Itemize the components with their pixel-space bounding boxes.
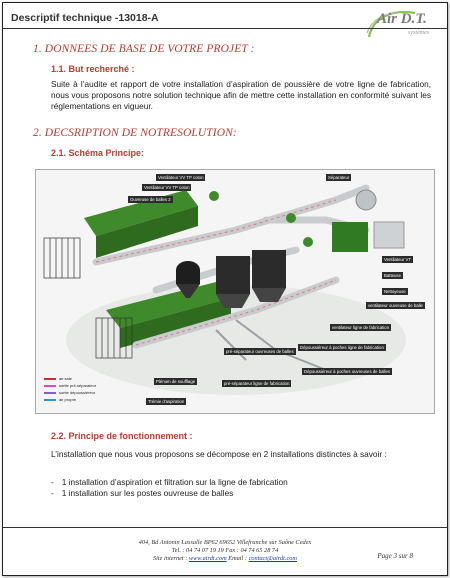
logo-text: Air D.T. xyxy=(377,11,427,27)
website-link[interactable]: www.airdt.com xyxy=(188,555,227,562)
header-divider xyxy=(3,28,447,29)
legend-item xyxy=(44,389,96,396)
diagram-callout: Ventilateur VV TP coton xyxy=(144,185,190,190)
diagram-callout: Trémie d'aspiration xyxy=(148,399,185,404)
diagram-callout: Séparateur xyxy=(328,175,350,180)
section-1-1-heading: 1.1. But recherché : xyxy=(51,64,135,74)
legend-swatch xyxy=(44,385,56,387)
diagram-callout: ventilateur ligne de fabrication xyxy=(332,325,390,330)
diagram-callout: Dépoussiéreur à poches ligne de fabrication xyxy=(300,345,384,350)
legend-label: air propre xyxy=(59,397,77,402)
diagram-callout: Dépoussiéreur à poches ouvreuses de balles xyxy=(304,369,390,374)
document-title: Descriptif technique -13018-A xyxy=(11,12,159,24)
legend-label: sortie dépoussiéreur xyxy=(59,390,96,395)
footer-address-line: 404, Bd Antonin Lassalle BP62 69652 Villefranche sur Saône Cedex xyxy=(138,539,312,546)
legend-swatch xyxy=(44,378,56,380)
legend-item xyxy=(44,375,96,382)
diagram-callout: Plénum de soufflage xyxy=(156,379,196,384)
list-item: - 1 installation d’aspiration et filtration sur la ligne de fabrication xyxy=(51,477,288,487)
diagram-callout: pré-séparateur ligne de fabrication xyxy=(224,381,290,386)
footer-divider xyxy=(3,527,447,528)
legend-item xyxy=(44,396,96,403)
schematic-diagram xyxy=(35,169,435,414)
legend-label: sortie pré-séparateur xyxy=(59,383,97,388)
email-link[interactable]: contact@airdt.com xyxy=(248,555,297,562)
company-logo xyxy=(363,7,435,45)
diagram-legend xyxy=(44,375,96,403)
footer-email-label: Email : xyxy=(226,555,249,562)
legend-swatch xyxy=(44,392,56,394)
installation-list xyxy=(51,477,288,499)
footer-phone-line: Tel. : 04 74 07 19 19 Fax : 04 74 65 28 74 xyxy=(171,547,279,554)
section-1-1-paragraph: Suite à l’audite et rapport de votre installation d’aspiration de poussière de votre ligne de fabrication, nous vous proposons notre solution technique afin de mettre cette installation en conformité suivant les réglementations en vigueur. xyxy=(51,79,431,111)
diagram-callout: Ouvreuse de balles 2 xyxy=(130,197,171,202)
diagram-callout: Ventilateur VT xyxy=(384,257,411,262)
footer-web-label: Site internet : xyxy=(153,555,189,562)
logo-subtext: systèmes xyxy=(408,30,429,36)
section-1-heading: 1. DONNEES DE BASE DE VOTRE PROJET : xyxy=(33,43,255,55)
section-2-heading: 2. DECSRIPTION DE NOTRESOLUTION: xyxy=(33,127,237,139)
document-page xyxy=(2,2,448,576)
section-2-2-paragraph: L’installation que nous vous proposons se décompose en 2 installations distinctes à savoir : xyxy=(51,449,387,459)
legend-item xyxy=(44,382,96,389)
diagram-callout: Nettoyeuse xyxy=(384,289,406,294)
diagram-callout: Ventilateur VV TP coton xyxy=(158,175,204,180)
diagram-callout: pré-séparateur ouvreuses de balles xyxy=(226,349,294,354)
section-2-1-heading: 2.1. Schéma Principe: xyxy=(51,148,145,158)
page-number: Page 3 sur 8 xyxy=(377,552,413,560)
list-item: - 1 installation sur les postes ouvreuse de balles xyxy=(51,488,234,498)
legend-label: air sale xyxy=(59,376,72,381)
diagram-callout: ventilateur ouvreuse de balle xyxy=(368,303,423,308)
section-2-2-heading: 2.2. Principe de fonctionnement : xyxy=(51,431,193,441)
diagram-callout: Batteuse xyxy=(384,273,401,278)
legend-swatch xyxy=(44,399,56,401)
